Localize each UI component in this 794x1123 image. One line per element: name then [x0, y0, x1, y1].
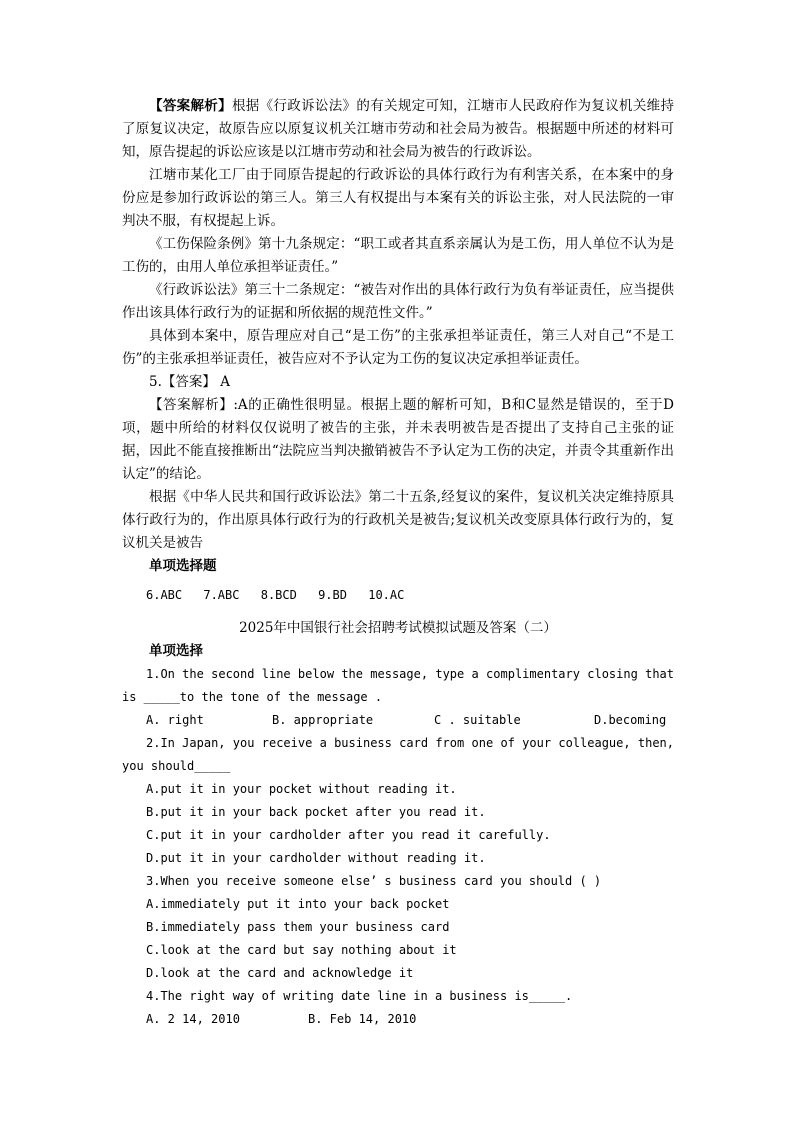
- document-content: [122, 95, 674, 1031]
- option-a: A. right: [146, 713, 204, 727]
- paragraph-burden-of-proof: 具体到本案中，原告理应对自己“是工伤”的主张承担举证责任，第三人对自己“不是工伤”的主张承担举证责任，被告应对不予认定为工伤的复议决定承担举证责任。: [122, 328, 674, 367]
- section-heading-single-choice-questions: 单项选择题: [149, 558, 217, 574]
- answer-8: 8.BCD: [260, 588, 297, 602]
- question-2-option-d: D.put it in your cardholder without reading it.: [146, 851, 486, 865]
- question-2-option-b: B.put it in your back pocket after you read it.: [146, 805, 486, 819]
- question-2: 2.In Japan, you receive a business card from one of your colleague, then, you should_____: [122, 736, 674, 773]
- option-a: A. 2 14, 2010: [146, 1012, 240, 1026]
- paragraph-third-party: 江塘市某化工厂由于同原告提起的行政诉讼的具体行政行为有利害关系，在本案中的身份应是参加行政诉讼的第三人。第三人有权提出与本案有关的诉讼主张，对人民法院的一审判决不服，有权提起上诉。: [122, 167, 674, 229]
- option-b: B. appropriate: [272, 713, 374, 727]
- answer-6: 6.ABC: [146, 588, 183, 602]
- question-3-option-c: C.look at the card but say nothing about it: [146, 943, 457, 957]
- analysis-label: 【答案解析】: [149, 98, 232, 114]
- paragraph-law-25: 根据《中华人民共和国行政诉讼法》第二十五条,经复议的案件，复议机关决定维持原具体行政行为的，作出原具体行政行为的行政机关是被告;复议机关改变原具体行政行为的，复议机关是被告: [122, 489, 674, 551]
- option-b: B. Feb 14, 2010: [308, 1012, 417, 1026]
- question-3-option-a: A.immediately put it into your back pocket: [146, 897, 450, 911]
- question-2-option-c: C.put it in your cardholder after you read it carefully.: [146, 828, 551, 842]
- question-3-option-b: B.immediately pass them your business card: [146, 920, 450, 934]
- answer-5-label: 5.【答案】: [149, 374, 216, 390]
- analysis-5-text: :A的正确性很明显。根据上题的解析可知，B和C显然是错误的，至于D项，题中所给的材料仅仅说明了被告的主张，并未表明被告是否提出了支持自己主张的证据，因此不能直接推断出“法院应当判决撤销被告不予认定为工伤的决定，并责令其重新作出认定”的结论。: [122, 397, 675, 482]
- answer-5: [122, 371, 674, 394]
- answer-7: 7.ABC: [203, 588, 240, 602]
- question-1-options: [122, 709, 674, 732]
- question-1: 1.On the second line below the message, type a complimentary closing that is _____to the tone of the message .: [122, 667, 674, 704]
- question-3: 3.When you receive someone else’ s business card you should ( ): [146, 874, 602, 888]
- paragraph-law-32: 《行政诉讼法》第三十二条规定：“被告对作出的具体行政行为负有举证责任，应当提供作出该具体行政行为的证据和所依据的规范性文件。”: [122, 282, 674, 321]
- paragraph-analysis-5: [122, 394, 674, 486]
- option-d: D.becoming: [594, 713, 667, 727]
- analysis-text: 根据《行政诉讼法》的有关规定可知，江塘市人民政府作为复议机关维持了原复议决定，故原告应以原复议机关江塘市劳动和社会局为被告。根据题中所述的材料可知，原告提起的诉讼应该是以江塘市劳动和社会局为被告的行政诉讼。: [122, 98, 675, 160]
- analysis-5-label: 【答案解析】: [149, 397, 234, 413]
- paragraph-regulation-19: 《工伤保险条例》第十九条规定：“职工或者其直系亲属认为是工伤，用人单位不认为是工伤的，由用人单位承担举证责任。”: [122, 236, 674, 275]
- question-4: 4.The right way of writing date line in a business is_____.: [146, 989, 573, 1003]
- answer-10: 10.AC: [368, 588, 405, 602]
- question-2-option-a: A.put it in your pocket without reading it.: [146, 782, 457, 796]
- exam-title: 2025年中国银行社会招聘考试模拟试题及答案（二）: [239, 620, 557, 636]
- answer-5-value: A: [220, 374, 230, 390]
- section-heading-single-choice: 单项选择: [149, 643, 203, 659]
- question-3-option-d: D.look at the card and acknowledge it: [146, 966, 414, 980]
- answer-list: [122, 584, 674, 607]
- paragraph-analysis-1: [122, 95, 674, 164]
- question-4-options: [122, 1008, 674, 1031]
- answer-9: 9.BD: [318, 588, 347, 602]
- option-c: C . suitable: [434, 713, 521, 727]
